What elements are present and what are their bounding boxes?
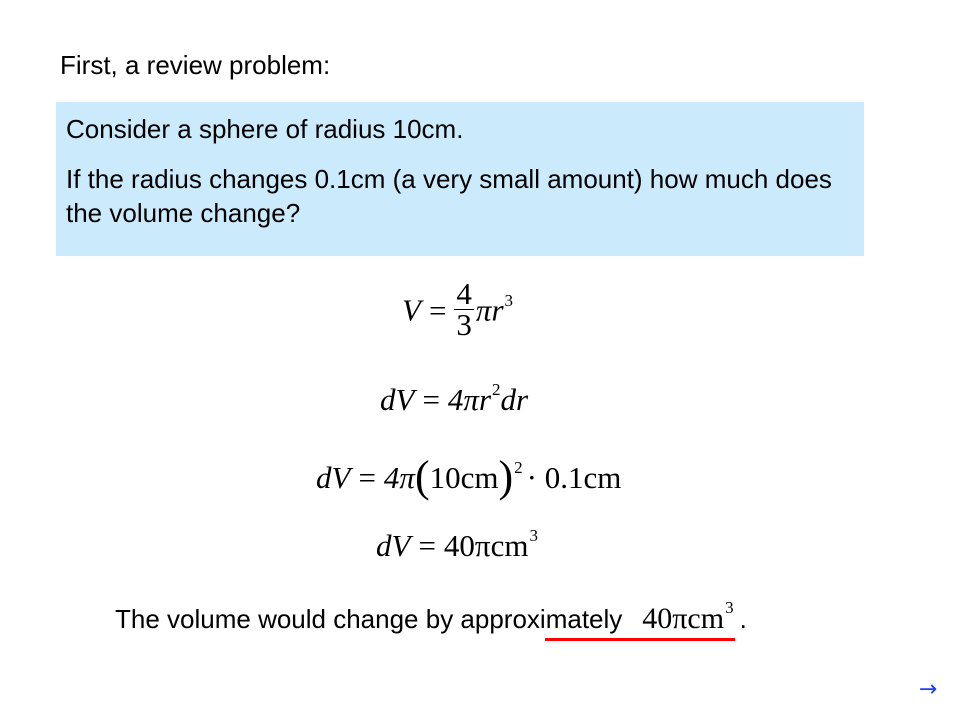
fraction-numerator: 4 (456, 276, 472, 311)
equals-sign: = (358, 460, 376, 495)
pi-r-term: πr (475, 292, 504, 328)
problem-box (56, 102, 864, 256)
fraction-denominator: 3 (456, 307, 472, 342)
close-paren: ) (498, 452, 514, 501)
problem-line-2: If the radius changes 0.1cm (a very small amount) how much does the volume change? (66, 164, 832, 228)
result-value: 40πcm (443, 528, 529, 563)
problem-line-1: Consider a sphere of radius 10cm. (66, 114, 464, 144)
exponent: 3 (529, 526, 538, 545)
slide-heading: First, a review problem: (60, 50, 331, 80)
open-paren: ( (414, 452, 430, 501)
result-formula (376, 526, 538, 563)
conclusion-sentence (115, 598, 747, 640)
dv-symbol: dV (316, 460, 351, 495)
exponent: 3 (725, 598, 734, 617)
conclusion-text: The volume would change by approximately (115, 604, 623, 634)
exponent: 2 (514, 458, 523, 477)
equals-sign: = (418, 528, 436, 563)
exponent: 2 (492, 380, 501, 399)
dv-symbol: dV (376, 528, 411, 563)
equals-sign: = (422, 382, 440, 417)
dr-value: · 0.1cm (526, 460, 622, 495)
substitution-formula (316, 452, 622, 501)
dv-symbol: dV (380, 382, 415, 417)
exponent: 3 (504, 290, 514, 310)
conclusion-value (642, 598, 734, 635)
coefficient-term: 4πr (447, 382, 492, 417)
radius-value: 10cm (429, 460, 499, 495)
differential-formula (380, 380, 529, 417)
conclusion-value-text: 40πcm (642, 602, 725, 635)
conclusion-period: . (739, 604, 747, 634)
dr-term: dr (500, 382, 529, 417)
fraction-four-thirds (454, 276, 474, 342)
volume-formula (402, 276, 514, 344)
red-underline (545, 638, 735, 641)
volume-symbol: V (402, 292, 421, 328)
equals-sign: = (428, 292, 447, 328)
next-arrow-icon[interactable]: → (918, 677, 938, 702)
coefficient-term: 4π (383, 460, 415, 495)
